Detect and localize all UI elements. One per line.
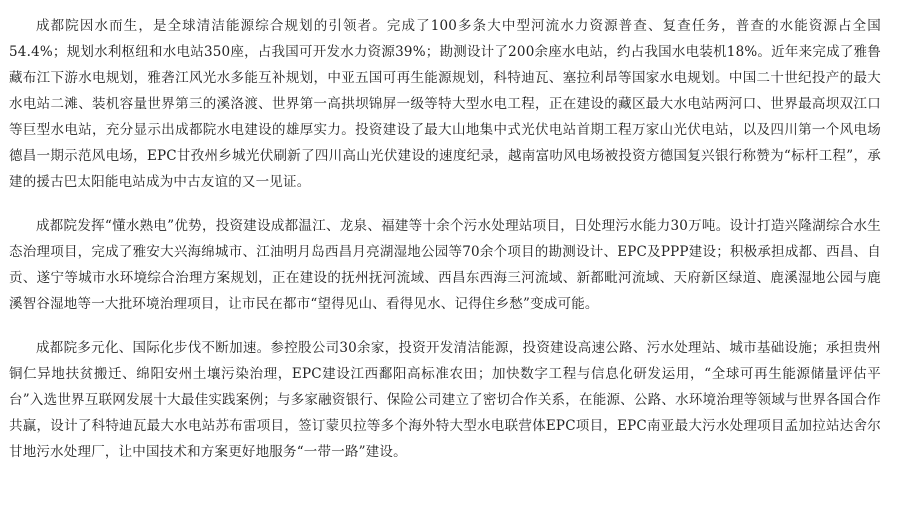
article-body [9,13,881,483]
paragraph-clean-energy-planning: 成都院因水而生，是全球清洁能源综合规划的引领者。完成了100多条大中型河流水力资源普查、复查任务，普查的水能资源占全国54.4%；规划水利枢纽和水电站350座，占我国可开发水力资源39%；勘测设计了200余座水电站，约占我国水电装机18%。近年来完成了雅鲁藏布江下游水电规划，雅砻江风光水多能互补规划，中亚五国可再生能源规划，科特迪瓦、塞拉利昂等国家水电规划。中国二十世纪投产的最大水电站二滩、装机容量世界第三的溪洛渡、世界第一高拱坝锦屏一级等特大型水电工程，正在建设的藏区最大水电站两河口、世界最高坝双江口等巨型水电站，充分显示出成都院水电建设的雄厚实力。投资建设了最大山地集中式光伏电站首期工程万家山光伏电站，以及四川第一个风电场德昌一期示范风电场，EPC甘孜州乡城光伏刷新了四川高山光伏建设的速度纪录，越南富叻风电场被投资方德国复兴银行称赞为“标杆工程”，承建的援古巴太阳能电站成为中古友谊的又一见证。 [9,18,881,190]
paragraph-water-environment: 成都院发挥“懂水熟电”优势，投资建设成都温江、龙泉、福建等十余个污水处理站项目，日处理污水能力30万吨。设计打造兴隆湖综合水生态治理项目，完成了雅安大兴海绵城市、江油明月岛西昌月亮湖湿地公园等70余个项目的勘测设计、EPC及PPP建设；积极承担成都、西昌、自贡、遂宁等城市水环境综合治理方案规划，正在建设的抚州抚河流域、西昌东西海三河流域、新都毗河流域、天府新区绿道、鹿溪湿地公园与鹿溪智谷湿地等一大批环境治理项目，让市民在都市“望得见山、看得见水、记得住乡愁”变成可能。 [9,218,881,312]
paragraph-diversification-internationalization: 成都院多元化、国际化步伐不断加速。参控股公司30余家，投资开发清洁能源，投资建设高速公路、污水处理站、城市基础设施；承担贵州铜仁异地扶贫搬迁、绵阳安州土壤污染治理，EPC建设江西鄱阳高标准农田；加快数字工程与信息化研发运用，“全球可再生能源储量评估平台”入选世界互联网发展十大最佳实践案例；与多家融资银行、保险公司建立了密切合作关系，在能源、公路、水环境治理等领域与世界各国合作共赢，设计了科特迪瓦最大水电站苏布雷项目，签订蒙贝拉等多个海外特大型水电联营体EPC项目，EPC南亚最大污水处理项目孟加拉站达舍尔甘地污水处理厂，让中国技术和方案更好地服务“一带一路”建设。 [9,340,881,460]
